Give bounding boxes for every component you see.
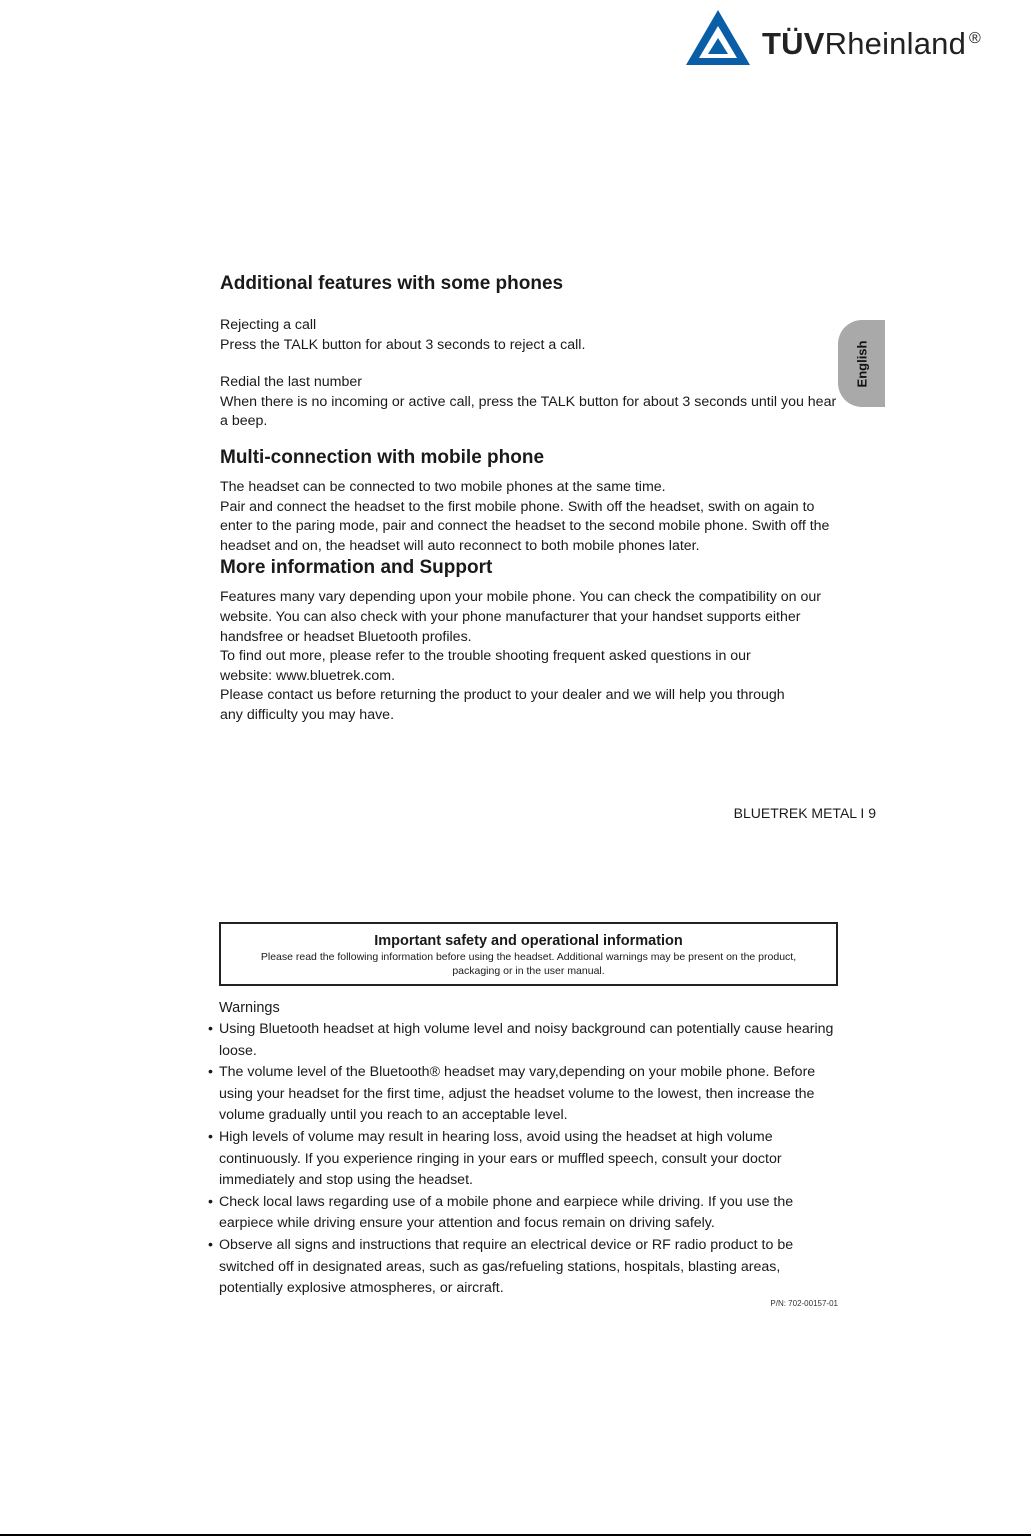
redial-heading: Redial the last number	[220, 374, 362, 391]
warnings-heading: Warnings	[219, 1000, 280, 1016]
warning-item: • Check local laws regarding use of a mobile phone and earpiece while driving. If you use the earpiece while driving ensure your attention and focus remain on driving safely.	[208, 1192, 848, 1235]
warning-item: • High levels of volume may result in hearing loss, avoid using the headset at high volume continuously. If you experience ringing in your ears or muffled speech, consult your doctor immediately and stop using the headset.	[208, 1127, 848, 1192]
more-info-para-2: To find out more, please refer to the trouble shooting frequent asked questions in our website: www.bluetrek.com.	[220, 648, 751, 684]
part-number: P/N: 702-00157-01	[770, 1299, 838, 1308]
brand-regular: Rheinland	[824, 26, 967, 61]
page-footer: BLUETREK METAL I 9	[733, 805, 876, 821]
section-title-multi-connection: Multi-connection with mobile phone	[220, 446, 545, 468]
warnings-section	[208, 997, 848, 1300]
warning-item: • Using Bluetooth headset at high volume level and noisy background can potentially cause hearing loose.	[208, 1019, 848, 1062]
manual-page-9	[220, 272, 850, 726]
rejecting-call-text: Press the TALK button for about 3 seconds to reject a call.	[220, 336, 586, 353]
redial-text: When there is no incoming or active call, press the TALK button for about 3 seconds until you hear a beep.	[220, 393, 837, 430]
multi-connection-para-1: The headset can be connected to two mobile phones at the same time.	[220, 478, 666, 495]
page-bottom-rule	[0, 1534, 1031, 1536]
tuv-rheinland-logo	[684, 8, 1024, 68]
section-title-additional-features: Additional features with some phones	[220, 273, 564, 294]
safety-subtitle: Please read the following information before using the headset. Additional warnings may be present on the product, packaging or in the user manual.	[260, 951, 797, 977]
warnings-list	[208, 1019, 848, 1300]
brand-name	[762, 26, 981, 62]
safety-title: Important safety and operational information	[374, 933, 683, 949]
language-tab-label: English	[854, 340, 869, 387]
triangle-logo-icon	[684, 8, 754, 68]
registered-mark: ®	[969, 29, 982, 47]
multi-connection-para-2: Pair and connect the headset to the first mobile phone. Swith off the headset, swith on again to enter to the paring mode, pair and connect the headset to the second mobile phone. Swith off the headset and on, the headset will auto reconnect to both mobile phones later.	[220, 498, 830, 554]
brand-bold: TÜV	[762, 26, 825, 61]
more-info-para-3: Please contact us before returning the product to your dealer and we will help you through any difficulty you may have.	[220, 687, 785, 723]
section-title-more-info: More information and Support	[220, 557, 493, 579]
rejecting-call-heading: Rejecting a call	[220, 317, 317, 333]
more-info-para-1: Features many vary depending upon your mobile phone. You can check the compatibility on our website. You can also check with your phone manufacturer that your handset supports either handsfree or headset Bluetooth profiles.	[220, 589, 821, 645]
warning-item: • Observe all signs and instructions that require an electrical device or RF radio product to be switched off in designated areas, such as gas/refueling stations, hospitals, blasting areas, potentially explosive atmospheres, or aircraft.	[208, 1235, 848, 1300]
warning-item: • The volume level of the Bluetooth® headset may vary,depending on your mobile phone. Before using your headset for the first time, adjust the headset volume to the lowest, then increase the volume gradually until you reach to an acceptable level.	[208, 1062, 848, 1127]
safety-info-box	[219, 922, 838, 986]
